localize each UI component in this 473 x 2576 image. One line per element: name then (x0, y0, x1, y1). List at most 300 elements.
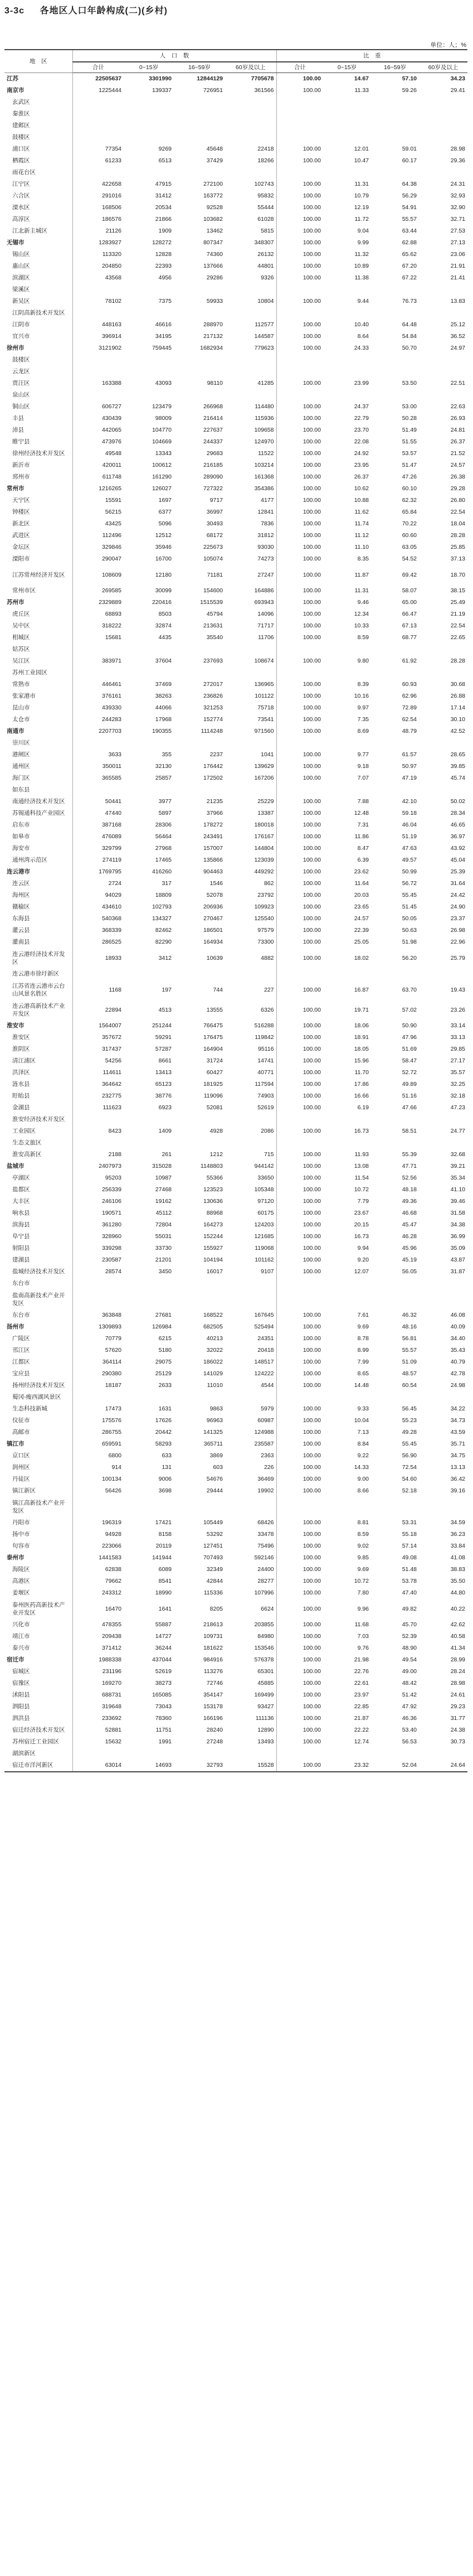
table-cell: 39.85 (450, 763, 465, 770)
table-cell: 41.08 (450, 1554, 465, 1561)
table-cell: 5180 (158, 1347, 172, 1354)
table-cell: 100.00 (303, 1554, 321, 1561)
table-cell: 29444 (206, 1487, 223, 1494)
table-cell: 35.34 (450, 1175, 465, 1181)
table-cell: 8.81 (357, 1519, 369, 1526)
table-cell: 317437 (101, 1046, 121, 1052)
region-name: 灌南县 (4, 936, 72, 948)
region-name: 云龙区 (4, 366, 72, 378)
table-cell: 93030 (225, 542, 276, 553)
table-cell: 37469 (155, 681, 172, 688)
region-name: 姑苏区 (4, 644, 72, 655)
table-cell: 48.57 (402, 1370, 417, 1377)
table-cell: 21.87 (354, 1715, 369, 1722)
table-row (4, 761, 467, 772)
region-name: 扬州经济技术开发区 (4, 1380, 72, 1391)
region-name: 苏州工业园区 (4, 667, 72, 679)
region-name: 亭湖区 (4, 1172, 72, 1184)
region-name: 张家港市 (4, 690, 72, 702)
table-cell: 36.97 (450, 833, 465, 840)
table-cell: 11522 (225, 448, 276, 460)
region-name: 阜宁县 (4, 1231, 72, 1243)
table-cell: 25129 (155, 1370, 172, 1377)
table-cell: 63014 (105, 1762, 121, 1768)
table-cell: 100.00 (303, 228, 321, 234)
table-cell: 180018 (225, 819, 276, 831)
region-name: 南京市 (4, 85, 72, 96)
table-cell: 288970 (203, 321, 223, 328)
table-row (4, 506, 467, 518)
table-cell (419, 108, 467, 120)
table-cell: 1546 (209, 880, 223, 887)
table-cell: 13.13 (450, 1464, 465, 1471)
table-cell: 100.00 (303, 1359, 321, 1365)
table-cell (225, 1114, 276, 1125)
table-cell (124, 389, 174, 401)
table-cell: 246106 (101, 1198, 121, 1205)
table-cell (72, 307, 124, 319)
table-cell: 11.74 (354, 520, 369, 527)
table-cell: 7.61 (357, 1312, 369, 1318)
table-cell: 136965 (225, 679, 276, 690)
table-cell: 31724 (206, 1057, 223, 1064)
table-cell: 100.00 (303, 1738, 321, 1745)
table-cell: 41.34 (450, 1645, 465, 1651)
table-cell (371, 132, 419, 143)
table-cell: 32874 (155, 622, 172, 629)
table-cell: 25.49 (450, 599, 465, 606)
table-cell: 8.64 (357, 333, 369, 340)
table-cell: 33650 (225, 1172, 276, 1184)
table-cell (174, 667, 225, 679)
table-cell: 35946 (155, 544, 172, 550)
table-cell (174, 1748, 225, 1760)
table-cell (124, 737, 174, 749)
table-cell: 23.97 (354, 1691, 369, 1698)
table-cell: 8.65 (357, 1370, 369, 1377)
table-cell: 42.78 (450, 1370, 465, 1377)
table-cell: 1641 (158, 1606, 172, 1612)
table-cell: 55444 (225, 202, 276, 214)
table-cell: 9.44 (357, 298, 369, 305)
table-cell: 100.00 (303, 1175, 321, 1181)
table-cell: 100.00 (303, 485, 321, 492)
table-cell: 8.59 (357, 1531, 369, 1538)
table-cell: 65.00 (402, 599, 417, 606)
table-cell: 476089 (101, 833, 121, 840)
table-cell: 100.00 (303, 1727, 321, 1733)
table-cell (72, 167, 124, 178)
table-cell: 68426 (225, 1517, 276, 1529)
table-cell: 152244 (203, 1233, 223, 1240)
table-cell: 178272 (203, 821, 223, 828)
table-cell: 50.70 (402, 345, 417, 351)
table-cell (371, 1391, 419, 1403)
table-cell: 55.39 (402, 1151, 417, 1158)
table-row (4, 1713, 467, 1724)
table-cell: 58293 (155, 1441, 172, 1447)
table-cell (174, 167, 225, 178)
table-cell: 101122 (225, 690, 276, 702)
table-cell: 100.00 (303, 1452, 321, 1459)
table-row (4, 737, 467, 749)
table-cell: 6800 (108, 1452, 121, 1459)
table-cell (225, 784, 276, 796)
table-cell: 478355 (101, 1621, 121, 1628)
table-row (4, 784, 467, 796)
table-cell: 82290 (155, 939, 172, 945)
table-cell: 24.61 (450, 1691, 465, 1698)
table-cell (225, 1748, 276, 1760)
table-cell: 11.70 (354, 1069, 369, 1076)
table-cell: 60175 (225, 1207, 276, 1219)
table-cell (419, 737, 467, 749)
table-cell: 100.00 (303, 87, 321, 94)
table-row (4, 1517, 467, 1529)
table-cell: 42844 (206, 1578, 223, 1584)
table-cell: 168522 (203, 1312, 223, 1318)
table-cell (323, 968, 371, 980)
table-cell: 25.12 (450, 321, 465, 328)
table-cell: 100.00 (303, 775, 321, 781)
table-cell: 9.76 (357, 1645, 369, 1651)
table-row (4, 843, 467, 854)
table-cell: 96963 (206, 1417, 223, 1424)
region-name: 响水县 (4, 1207, 72, 1219)
table-cell: 73300 (225, 936, 276, 948)
table-cell: 203855 (225, 1619, 276, 1631)
table-cell: 75496 (225, 1540, 276, 1552)
table-cell: 45.74 (450, 775, 465, 781)
table-cell: 190571 (101, 1210, 121, 1216)
region-name: 赣榆区 (4, 901, 72, 913)
region-name: 清江浦区 (4, 1055, 72, 1067)
table-cell: 58.47 (402, 1057, 417, 1064)
table-cell (371, 737, 419, 749)
table-cell: 11.68 (354, 1621, 369, 1628)
table-cell: 22.51 (450, 380, 465, 386)
table-cell (72, 1137, 124, 1149)
table-cell: 100.00 (303, 892, 321, 898)
table-cell: 24351 (225, 1333, 276, 1345)
table-cell: 1631 (158, 1405, 172, 1412)
table-cell: 11.86 (354, 833, 369, 840)
table-row (4, 913, 467, 925)
table-cell: 22.39 (354, 927, 369, 934)
table-cell: 100.00 (303, 1007, 321, 1013)
table-cell: 329799 (101, 845, 121, 852)
population-age-table (4, 49, 467, 1771)
table-cell: 100.00 (303, 1417, 321, 1424)
table-row (4, 424, 467, 436)
table-cell (124, 284, 174, 296)
table-row (4, 644, 467, 655)
table-row (4, 968, 467, 980)
table-cell: 4544 (225, 1380, 276, 1391)
table-row (4, 565, 467, 585)
table-cell: 46.28 (402, 1233, 417, 1240)
table-cell: 100.00 (303, 1691, 321, 1698)
table-cell: 7.80 (357, 1589, 369, 1596)
table-cell: 100.00 (303, 1633, 321, 1640)
table-row (4, 1450, 467, 1462)
table-cell: 100.00 (303, 1645, 321, 1651)
table-cell (72, 389, 124, 401)
table-cell: 10.47 (354, 157, 369, 164)
table-cell: 115336 (203, 1589, 223, 1596)
table-cell: 56.20 (402, 955, 417, 961)
table-row (4, 1642, 467, 1654)
table-cell: 23.62 (354, 868, 369, 875)
table-cell: 1682934 (200, 345, 223, 351)
table-cell: 243491 (203, 833, 223, 840)
table-cell: 34.40 (450, 1335, 465, 1342)
region-name: 江宁区 (4, 178, 72, 190)
table-cell: 40.09 (450, 1323, 465, 1330)
table-row (4, 1067, 467, 1079)
table-cell: 18.06 (354, 1022, 369, 1029)
table-cell: 165085 (152, 1691, 172, 1698)
table-cell: 422658 (101, 181, 121, 187)
table-cell: 2363 (225, 1450, 276, 1462)
table-cell: 100.00 (303, 1405, 321, 1412)
table-cell (276, 167, 323, 178)
table-cell: 216185 (203, 462, 223, 468)
region-name: 滨湖区 (4, 272, 72, 284)
table-cell (225, 307, 276, 319)
table-cell: 576378 (225, 1654, 276, 1666)
table-cell: 70779 (105, 1335, 121, 1342)
table-row (4, 796, 467, 808)
table-cell: 5979 (225, 1403, 276, 1415)
table-cell: 53.50 (402, 380, 417, 386)
region-name: 港闸区 (4, 749, 72, 761)
region-name: 太仓市 (4, 714, 72, 726)
table-row (4, 225, 467, 237)
table-cell: 181925 (203, 1081, 223, 1088)
table-cell: 125540 (225, 913, 276, 925)
table-row (4, 1079, 467, 1090)
table-cell (276, 737, 323, 749)
table-cell: 55887 (155, 1621, 172, 1628)
table-row (4, 1427, 467, 1438)
table-cell: 11.33 (354, 87, 369, 94)
table-cell (323, 96, 371, 108)
table-cell: 1216265 (99, 485, 121, 492)
table-cell: 100.00 (303, 622, 321, 629)
table-cell (124, 96, 174, 108)
table-cell: 14096 (225, 608, 276, 620)
table-cell: 364114 (102, 1359, 121, 1365)
table-row (4, 1043, 467, 1055)
table-cell: 71181 (207, 572, 223, 578)
table-cell: 100.00 (303, 1034, 321, 1041)
region-name: 生态文旅区 (4, 1137, 72, 1149)
table-cell: 100.00 (303, 181, 321, 187)
table-cell: 9.77 (357, 751, 369, 758)
table-cell: 361280 (101, 1221, 121, 1228)
table-cell: 32.25 (450, 1081, 465, 1088)
table-cell (225, 120, 276, 132)
table-cell: 135866 (203, 857, 223, 863)
region-name: 启东市 (4, 819, 72, 831)
table-cell: 23.67 (354, 1210, 369, 1216)
table-cell: 32022 (206, 1347, 223, 1354)
table-cell: 52881 (105, 1727, 121, 1733)
table-cell: 176475 (203, 1034, 223, 1041)
table-cell: 22418 (225, 143, 276, 155)
table-cell: 39.16 (450, 1487, 465, 1494)
region-name: 金湖县 (4, 1102, 72, 1114)
table-cell: 137666 (203, 263, 223, 269)
table-cell: 26.80 (450, 497, 465, 504)
table-cell: 64.38 (402, 181, 417, 187)
table-cell: 7.13 (357, 1429, 369, 1436)
table-cell (72, 132, 124, 143)
table-cell (174, 1114, 225, 1125)
table-cell: 2329889 (99, 599, 121, 606)
table-cell: 196319 (101, 1519, 121, 1526)
table-cell: 127451 (203, 1543, 223, 1549)
table-cell: 11.64 (354, 880, 369, 887)
table-cell (124, 354, 174, 366)
table-cell: 223066 (101, 1543, 121, 1549)
table-cell: 100.00 (303, 681, 321, 688)
table-cell: 54.52 (402, 555, 417, 562)
table-cell: 45.96 (402, 1245, 417, 1251)
table-cell: 30099 (155, 587, 172, 594)
table-cell: 592146 (225, 1552, 276, 1564)
table-cell: 56.72 (402, 880, 417, 887)
table-cell: 9.69 (357, 1323, 369, 1330)
table-cell (276, 284, 323, 296)
table-cell: 233692 (101, 1715, 121, 1722)
table-cell: 124988 (225, 1427, 276, 1438)
table-cell: 163772 (203, 192, 223, 199)
table-cell (419, 667, 467, 679)
region-name: 鼓楼区 (4, 132, 72, 143)
table-cell (72, 1748, 124, 1760)
region-name: 淮安区 (4, 1032, 72, 1043)
table-cell: 9.99 (357, 239, 369, 246)
table-cell: 15591 (105, 497, 121, 504)
table-row (4, 1196, 467, 1207)
table-cell: 29.23 (450, 1703, 465, 1710)
table-cell: 11.93 (354, 1151, 369, 1158)
table-cell: 6089 (158, 1566, 172, 1573)
table-cell: 339298 (101, 1245, 121, 1251)
table-cell: 286525 (101, 939, 121, 945)
table-cell (124, 1289, 174, 1309)
table-cell: 13387 (225, 808, 276, 819)
table-cell (72, 108, 124, 120)
table-cell: 11706 (225, 632, 276, 644)
table-cell: 9107 (225, 1266, 276, 1278)
table-cell: 51.42 (402, 1691, 417, 1698)
table-cell: 172502 (203, 775, 223, 781)
table-row (4, 608, 467, 620)
table-cell: 100.00 (303, 658, 321, 664)
table-cell (276, 307, 323, 319)
table-cell: 26.88 (450, 693, 465, 699)
table-cell: 10.89 (354, 263, 369, 269)
table-cell: 100.00 (303, 1347, 321, 1354)
table-cell: 10.72 (354, 1578, 369, 1584)
table-row (4, 1289, 467, 1309)
table-cell: 38776 (155, 1093, 172, 1099)
region-name: 高淳区 (4, 214, 72, 225)
table-cell: 17.14 (450, 704, 465, 711)
table-cell: 47.96 (402, 1034, 417, 1041)
table-cell: 9.94 (357, 1245, 369, 1251)
table-cell: 11.38 (354, 274, 369, 281)
table-cell (225, 968, 276, 980)
table-cell: 47440 (105, 810, 121, 816)
table-cell: 1168 (109, 987, 121, 993)
table-cell: 100.00 (303, 1464, 321, 1471)
table-cell: 16.87 (354, 987, 369, 993)
region-name: 淮安市 (4, 1020, 72, 1032)
population-group-header: 人 口 数 (72, 50, 276, 62)
region-name: 钟楼区 (4, 506, 72, 518)
table-cell: 58.07 (402, 587, 417, 594)
table-row (4, 178, 467, 190)
table-cell: 37966 (206, 810, 223, 816)
table-cell: 119068 (225, 1243, 276, 1254)
table-cell: 28306 (155, 821, 172, 828)
table-cell: 100.00 (303, 915, 321, 922)
region-name: 湖滨新区 (4, 1748, 72, 1760)
table-cell: 10.72 (354, 1186, 369, 1193)
table-cell: 18187 (105, 1382, 121, 1389)
table-cell: 55.57 (402, 1347, 417, 1354)
table-cell (419, 1137, 467, 1149)
region-name: 海安市 (4, 843, 72, 854)
table-cell: 45885 (225, 1678, 276, 1689)
table-cell: 131 (162, 1464, 172, 1471)
col-header: 16~59岁 (174, 62, 225, 73)
table-cell: 3698 (158, 1487, 172, 1494)
table-cell: 60.93 (402, 681, 417, 688)
table-cell (276, 1391, 323, 1403)
table-cell: 55031 (155, 1233, 172, 1240)
table-cell: 1114248 (201, 728, 223, 734)
table-cell (174, 1289, 225, 1309)
table-cell: 100.00 (303, 438, 321, 445)
table-cell: 100.00 (303, 1668, 321, 1675)
table-cell: 28.98 (450, 1680, 465, 1686)
table-cell (72, 366, 124, 378)
region-name: 相城区 (4, 632, 72, 644)
table-cell (323, 307, 371, 319)
table-cell: 57.14 (402, 1543, 417, 1549)
table-cell: 50.28 (402, 415, 417, 422)
table-cell: 46.68 (402, 1210, 417, 1216)
table-cell: 100.00 (303, 251, 321, 258)
table-cell: 100.00 (303, 462, 321, 468)
table-cell: 29.85 (450, 1046, 465, 1052)
table-row (4, 1149, 467, 1161)
table-cell (323, 784, 371, 796)
region-name: 江苏常州经济开发区 (4, 565, 72, 585)
table-cell: 237693 (203, 658, 223, 664)
table-cell: 56.45 (402, 1405, 417, 1412)
table-cell (276, 667, 323, 679)
table-body (4, 73, 467, 1772)
region-name: 常州市区 (4, 585, 72, 597)
table-cell: 21.52 (450, 450, 465, 457)
table-cell: 16017 (206, 1268, 223, 1275)
